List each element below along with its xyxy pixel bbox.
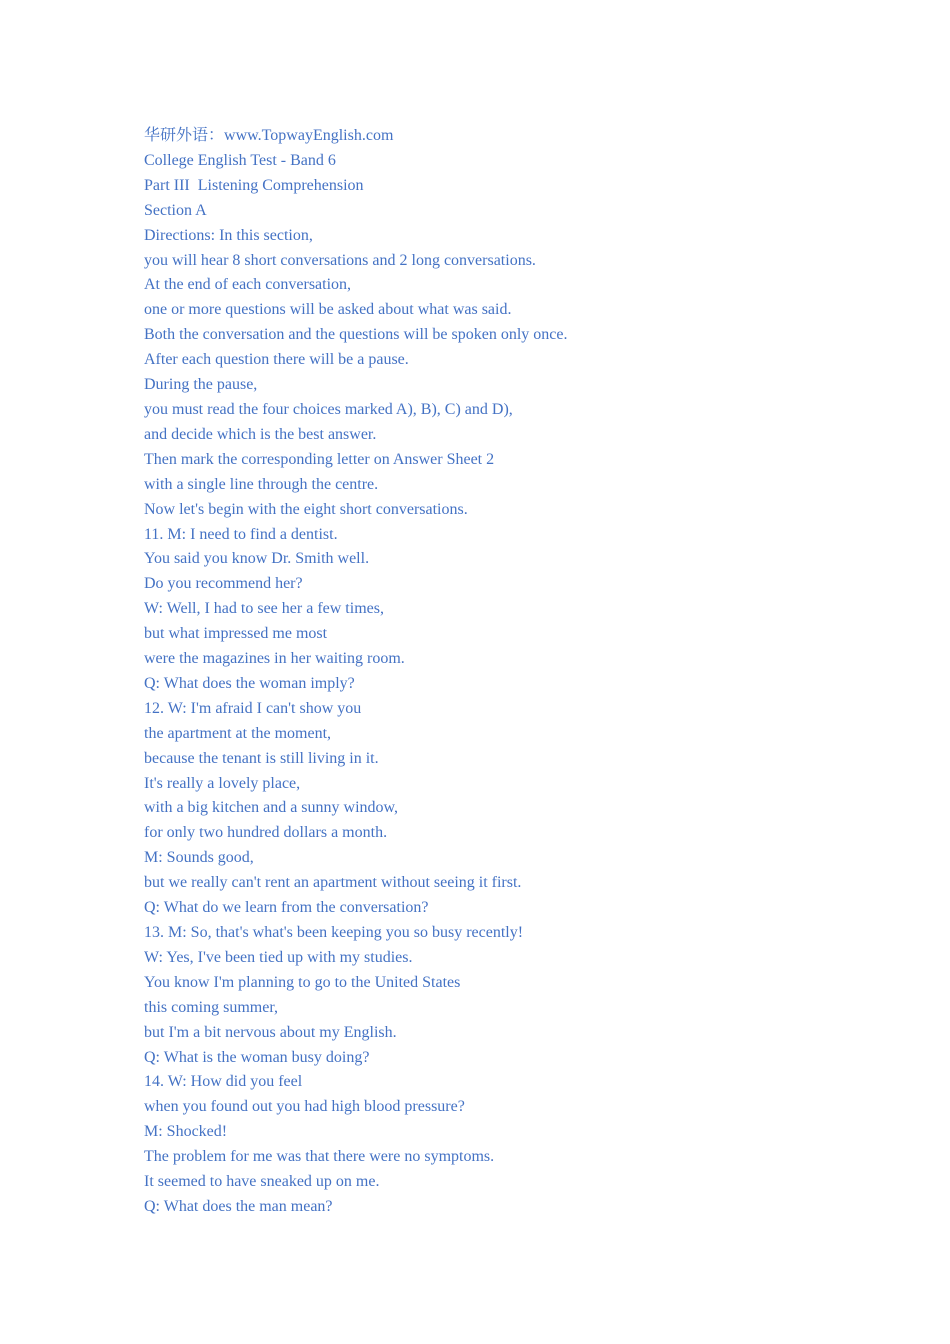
text-line: Q: What does the man mean? bbox=[144, 1197, 333, 1215]
text-line: but what impressed me most bbox=[144, 625, 328, 643]
text-line: The problem for me was that there were no symptoms. bbox=[144, 1148, 495, 1166]
text-line: During the pause, bbox=[144, 376, 258, 394]
text-line: 14. W: How did you feel bbox=[144, 1073, 303, 1091]
header-prefix: 华研外语： bbox=[144, 127, 225, 144]
text-line: Section A bbox=[144, 201, 207, 219]
text-line: you will hear 8 short conversations and 2 long conversations. bbox=[144, 251, 536, 269]
text-line: W: Well, I had to see her a few times, bbox=[144, 600, 384, 618]
text-line: one or more questions will be asked about what was said. bbox=[144, 301, 512, 319]
text-line: W: Yes, I've been tied up with my studies. bbox=[144, 948, 413, 966]
document-body bbox=[144, 149, 904, 1220]
text-line: the apartment at the moment, bbox=[144, 724, 332, 742]
text-line: for only two hundred dollars a month. bbox=[144, 824, 388, 842]
text-line: Directions: In this section, bbox=[144, 226, 313, 244]
text-line: College English Test - Band 6 bbox=[144, 151, 336, 169]
text-line: Q: What do we learn from the conversation? bbox=[144, 899, 429, 917]
text-line: 13. M: So, that's what's been keeping you so busy recently! bbox=[144, 924, 524, 941]
text-line: You know I'm planning to go to the United States bbox=[144, 973, 461, 991]
text-line: Then mark the corresponding letter on Answer Sheet 2 bbox=[144, 450, 495, 468]
header-url: www.TopwayEnglish.com bbox=[224, 127, 394, 144]
text-line: this coming summer, bbox=[144, 998, 279, 1016]
text-line: Both the conversation and the questions will be spoken only once. bbox=[144, 326, 568, 344]
text-line: when you found out you had high blood pressure? bbox=[144, 1098, 465, 1116]
text-line: were the magazines in her waiting room. bbox=[144, 650, 405, 668]
text-line: It seemed to have sneaked up on me. bbox=[144, 1173, 380, 1191]
text-line: with a big kitchen and a sunny window, bbox=[144, 799, 399, 817]
text-line: you must read the four choices marked A), B), C) and D), bbox=[144, 400, 513, 418]
text-line: Do you recommend her? bbox=[144, 575, 303, 593]
document-page bbox=[144, 124, 904, 1220]
text-line: 12. W: I'm afraid I can't show you bbox=[144, 699, 362, 717]
text-line: Q: What is the woman busy doing? bbox=[144, 1048, 370, 1066]
text-line: with a single line through the centre. bbox=[144, 475, 379, 493]
text-line: Now let's begin with the eight short conversations. bbox=[144, 500, 468, 518]
text-line: but I'm a bit nervous about my English. bbox=[144, 1023, 397, 1041]
text-line: It's really a lovely place, bbox=[144, 774, 301, 792]
text-line: Part III Listening Comprehension bbox=[144, 176, 364, 194]
text-line: M: Shocked! bbox=[144, 1123, 228, 1141]
text-line: but we really can't rent an apartment without seeing it first. bbox=[144, 874, 522, 892]
text-line: Q: What does the woman imply? bbox=[144, 674, 355, 692]
document-header bbox=[144, 124, 904, 149]
text-line: After each question there will be a pause. bbox=[144, 351, 409, 369]
text-line: You said you know Dr. Smith well. bbox=[144, 550, 370, 568]
text-line: At the end of each conversation, bbox=[144, 276, 352, 294]
text-line: 11. M: I need to find a dentist. bbox=[144, 525, 338, 543]
text-line: because the tenant is still living in it. bbox=[144, 749, 379, 767]
text-line: M: Sounds good, bbox=[144, 849, 254, 867]
text-line: and decide which is the best answer. bbox=[144, 425, 377, 443]
